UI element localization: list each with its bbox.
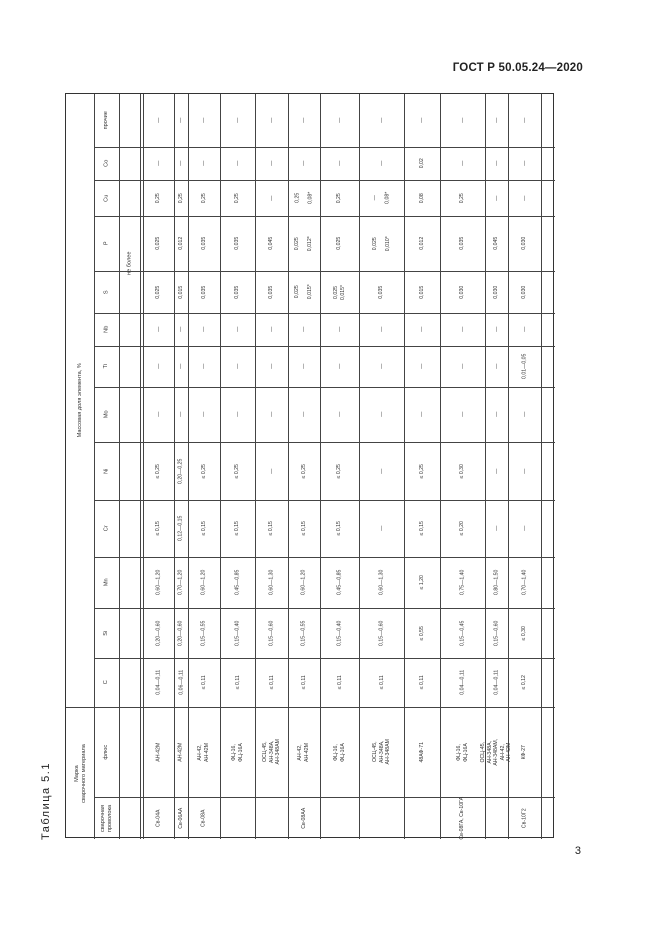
cell-row4-Mo: — (268, 411, 275, 418)
cell-row8-Mo: — (418, 411, 425, 418)
header-element-10: Cu (103, 194, 110, 202)
cell-row4-C: ≤ 0,11 (268, 675, 275, 690)
cell-row1-Mn: 0,70—1,20 (177, 569, 184, 596)
cell-row3-wire (220, 797, 255, 839)
cell-row0-S: 0,025 (155, 285, 162, 299)
cell-row11-S: 0,030 (521, 285, 528, 299)
cell-row8-wire (404, 797, 440, 839)
cell-row5-flux: АН-42, АН-42М (297, 742, 310, 762)
cell-row3-Ni: ≤ 0,25 (234, 463, 241, 479)
header-marka: Марка сварочного материала (73, 743, 86, 803)
cell-row11-Ni: — (521, 468, 528, 474)
cell-row5-Mn: 0,60—1,20 (300, 569, 307, 596)
cell-row9-P: 0,035 (459, 237, 466, 250)
page-number: 3 (574, 845, 581, 857)
cell-row4-Mn: 0,60—1,30 (268, 569, 275, 596)
cell-row10-C: 0,04—0,11 (493, 670, 500, 695)
header-element-7: Nb (103, 325, 110, 334)
cell-row2-Cr: ≤ 0,15 (200, 521, 207, 536)
cell-row11-Ti: 0,01—0,05 (521, 353, 528, 380)
cell-row6-other: — (336, 117, 343, 124)
cell-row11-Mo: — (521, 411, 528, 418)
cell-row5-Cr: ≤ 0,15 (300, 521, 307, 536)
cell-row0-Ni: ≤ 0,25 (155, 463, 162, 479)
cell-row5-C: ≤ 0,11 (300, 675, 307, 690)
cell-row5-Cu: 0,25 0,08* (294, 191, 314, 205)
cell-row0-Co: — (155, 160, 162, 167)
cell-row9-other: — (459, 117, 466, 124)
cell-row3-Mn: 0,45—0,85 (234, 569, 241, 596)
cell-row2-wire: Св-08А (200, 809, 207, 827)
cell-row8-Nb: — (418, 326, 425, 333)
cell-row4-Cu: — (268, 195, 275, 201)
cell-row4-other: — (268, 117, 275, 124)
cell-row9-wire: Св-08ГА, Св-10ГА (459, 796, 466, 840)
cell-row4-Nb: — (268, 326, 275, 333)
cell-row2-C: ≤ 0,11 (200, 675, 207, 690)
cell-row6-wire (320, 797, 359, 839)
cell-row3-other: — (234, 117, 241, 124)
cell-row8-Co: 0,02 (418, 158, 425, 169)
cell-row8-Si: ≤ 0,55 (418, 625, 425, 641)
cell-row1-Mo: — (177, 411, 184, 418)
cell-row2-Cu: 0,25 (200, 192, 207, 204)
cell-row5-Ti: — (300, 363, 307, 370)
cell-row11-Nb: — (521, 326, 528, 333)
cell-row5-P: 0,025 0,012* (294, 235, 314, 252)
cell-row11-Cr: — (521, 525, 528, 532)
cell-row7-Ti: — (378, 363, 385, 370)
cell-row10-Cr: — (493, 525, 500, 532)
cell-row0-wire: Св-04А (155, 809, 162, 827)
cell-row9-Ni: ≤ 0,30 (459, 463, 466, 479)
cell-row7-Mo: — (378, 411, 385, 418)
cell-row2-Co: — (200, 160, 207, 167)
cell-row6-Ti: — (336, 363, 343, 370)
cell-row6-Si: 0,15—0,40 (336, 620, 343, 646)
cell-row3-P: 0,035 (234, 237, 241, 250)
cell-row7-P: 0,025 0,010* (371, 235, 391, 252)
cell-row0-Mn: 0,60—1,20 (155, 569, 162, 596)
cell-row6-P: 0,025 (336, 237, 343, 250)
cell-row1-wire: Св-06АА (177, 807, 184, 829)
cell-row7-Nb: — (378, 326, 385, 333)
cell-row0-P: 0,025 (155, 237, 162, 250)
cell-row9-C: 0,04—0,11 (459, 670, 466, 695)
cell-row10-Mo: — (493, 411, 500, 418)
cell-row0-Cu: 0,25 (155, 192, 162, 204)
cell-row10-Cu: — (493, 195, 500, 201)
cell-row10-other: — (493, 117, 500, 124)
header-element-12: прочие (103, 111, 110, 130)
cell-row9-Cr: ≤ 0,20 (459, 521, 466, 536)
cell-row2-other: — (200, 117, 207, 124)
cell-row5-Co: — (300, 160, 307, 167)
header-element-0: C (103, 680, 110, 685)
cell-row1-other: — (177, 117, 184, 124)
cell-row1-Ni: 0,20—0,25 (177, 458, 184, 484)
cell-row8-P: 0,012 (418, 237, 425, 250)
table-title: Таблица 5.1 (40, 762, 52, 840)
cell-row5-S: 0,025 0,015* (294, 284, 314, 300)
cell-row3-S: 0,035 (234, 285, 241, 299)
cell-row10-Si: 0,15—0,60 (493, 620, 500, 646)
cell-row1-Ti: — (177, 363, 184, 370)
cell-row11-Si: ≤ 0,30 (521, 625, 528, 641)
cell-row3-Si: 0,15—0,40 (234, 620, 241, 646)
cell-row4-wire (255, 797, 288, 839)
cell-row1-P: 0,012 (177, 237, 184, 250)
header-element-6: Ti (103, 364, 110, 369)
cell-row4-Cr: ≤ 0,15 (268, 521, 275, 536)
header-element-9: P (103, 241, 110, 246)
cell-row0-Mo: — (155, 411, 162, 418)
cell-row1-S: 0,015 (177, 285, 184, 299)
cell-row3-Mo: — (234, 411, 241, 418)
cell-row5-Ni: ≤ 0,25 (300, 463, 307, 479)
cell-row11-P: 0,030 (521, 237, 528, 250)
cell-row5-Mo: — (300, 411, 307, 418)
cell-row10-Co: — (493, 160, 500, 167)
cell-row6-Mo: — (336, 411, 343, 418)
cell-row0-Nb: — (155, 326, 162, 333)
cell-row9-flux: ФЦ-16, ФЦ-16А (456, 742, 469, 762)
cell-row9-Cu: 0,25 (459, 192, 466, 204)
cell-row0-C: 0,04—0,11 (155, 670, 162, 695)
cell-row5-Si: 0,15—0,55 (300, 620, 307, 646)
cell-row6-S: 0,025 0,015* (332, 284, 346, 300)
cell-row7-Mn: 0,60—1,30 (378, 569, 385, 596)
cell-row11-wire: Св-10Г2 (521, 808, 528, 828)
header-element-1: Si (103, 630, 110, 636)
cell-row9-Nb: — (459, 326, 466, 333)
header-wire: сварочная проволока (100, 804, 113, 832)
cell-row5-Nb: — (300, 326, 307, 333)
cell-row0-flux: АН-42М (155, 742, 162, 762)
cell-row10-Mn: 0,80—1,50 (493, 569, 500, 596)
cell-row0-Ti: — (155, 363, 162, 370)
cell-row4-Si: 0,15—0,60 (268, 620, 275, 646)
cell-row10-Nb: — (493, 326, 500, 333)
cell-row9-Ti: — (459, 363, 466, 370)
cell-row11-Co: — (521, 160, 528, 167)
cell-row9-Si: 0,15—0,45 (459, 620, 466, 646)
cell-row2-Ti: — (200, 363, 207, 370)
header-element-2: Mn (103, 578, 110, 587)
cell-row1-Si: 0,20—0,60 (177, 620, 184, 646)
cell-row10-Ni: — (493, 468, 500, 474)
cell-row3-C: ≤ 0,11 (234, 675, 241, 690)
cell-row3-Ti: — (234, 363, 241, 370)
cell-row2-P: 0,035 (200, 237, 207, 250)
cell-row3-Co: — (234, 160, 241, 167)
cell-row2-Si: 0,15—0,55 (200, 620, 207, 646)
cell-row3-flux: ФЦ-16, ФЦ-16А (231, 742, 244, 762)
cell-row6-C: ≤ 0,11 (336, 675, 343, 690)
cell-row10-flux: ОСЦ-45, АН-348А, АН-348АМ, АН-42, АН-42М (480, 738, 513, 766)
cell-row7-flux: ОСЦ-45, АН-348А, АН-348АМ (371, 739, 391, 765)
cell-row10-P: 0,045 (493, 237, 500, 250)
header-element-11: Co (103, 159, 110, 168)
cell-row3-Nb: — (234, 326, 241, 333)
cell-row8-Cr: ≤ 0,15 (418, 521, 425, 536)
cell-row1-flux: АН-42М (177, 742, 184, 762)
cell-row10-Ti: — (493, 363, 500, 370)
cell-row2-S: 0,035 (200, 285, 207, 299)
cell-row6-Co: — (336, 160, 343, 167)
cell-row8-S: 0,015 (418, 285, 425, 299)
cell-row4-Co: — (268, 160, 275, 167)
cell-row7-Si: 0,15—0,60 (378, 620, 385, 646)
header-element-3: Cr (103, 525, 110, 532)
cell-row4-S: 0,035 (268, 285, 275, 299)
cell-row6-Ni: ≤ 0,25 (336, 463, 343, 479)
cell-row6-Cr: ≤ 0,15 (336, 521, 343, 536)
cell-row9-S: 0,030 (459, 285, 466, 299)
header-flux: флюс (103, 744, 110, 760)
cell-row8-other: — (418, 117, 425, 124)
cell-row0-Cr: ≤ 0,15 (155, 521, 162, 536)
header-element-5: Mo (103, 410, 110, 419)
cell-row0-Si: 0,20—0,60 (155, 620, 162, 646)
cell-row7-S: 0,035 (378, 285, 385, 299)
cell-row4-Ti: — (268, 363, 275, 370)
cell-row6-Cu: 0,25 (336, 192, 343, 204)
header-element-8: S (103, 290, 110, 294)
cell-row1-Cr: 0,12—0,15 (177, 515, 184, 542)
cell-row10-wire (485, 797, 508, 839)
cell-row0-other: — (155, 117, 162, 124)
cell-row9-Mo: — (459, 411, 466, 418)
cell-row11-Cu: — (521, 195, 528, 201)
cell-row8-Cu: 0,08 (418, 192, 425, 204)
cell-row10-S: 0,030 (493, 285, 500, 299)
cell-row6-Mn: 0,45—0,85 (336, 569, 343, 596)
cell-row8-C: ≤ 0,11 (418, 675, 425, 690)
cell-row7-wire (359, 797, 404, 839)
cell-row11-other: — (521, 117, 528, 124)
cell-row8-Ti: — (418, 363, 425, 370)
cell-row5-other: — (300, 117, 307, 124)
cell-row7-Co: — (378, 160, 385, 167)
cell-row4-P: 0,045 (268, 237, 275, 250)
cell-row6-flux: ФЦ-16, ФЦ-16А (333, 742, 346, 762)
header-not-more: не более (126, 251, 133, 275)
cell-row11-flux: КФ-27 (521, 744, 528, 760)
cell-row1-Nb: — (177, 326, 184, 333)
cell-row3-Cu: 0,25 (234, 192, 241, 204)
cell-row5-wire: Св-08АА (300, 807, 307, 829)
cell-row2-Mn: 0,60—1,20 (200, 569, 207, 596)
cell-row7-C: ≤ 0,11 (378, 675, 385, 690)
cell-row7-Cr: — (378, 525, 385, 532)
cell-row8-Ni: ≤ 0,25 (418, 463, 425, 479)
cell-row9-Co: — (459, 160, 466, 167)
cell-row9-Mn: 0,75—1,40 (459, 569, 466, 596)
cell-row2-Ni: ≤ 0,25 (200, 463, 207, 479)
cell-row2-flux: АН-42, АН-42М (197, 742, 210, 762)
cell-row7-Ni: — (378, 468, 385, 474)
header-element-4: Ni (103, 468, 110, 474)
cell-row1-Cu: 0,25 (177, 192, 184, 204)
document-code: ГОСТ Р 50.05.24—2020 (452, 62, 583, 74)
cell-row11-C: ≤ 0,12 (521, 675, 528, 690)
cell-row8-flux: 48АФ-71 (418, 741, 425, 763)
cell-row3-Cr: ≤ 0,15 (234, 521, 241, 536)
cell-row2-Nb: — (200, 326, 207, 333)
cell-row8-Mn: ≤ 1,20 (418, 575, 425, 590)
cell-row2-Mo: — (200, 411, 207, 418)
cell-row1-C: 0,06—0,11 (177, 670, 184, 695)
cell-row7-other: — (378, 117, 385, 124)
chemical-composition-table (65, 93, 554, 838)
cell-row4-flux: ОСЦ-45, АН-348А, АН-348АМ (261, 739, 281, 765)
cell-row7-Cu: — 0,08* (371, 191, 391, 205)
cell-row6-Nb: — (336, 326, 343, 333)
cell-row11-Mn: 0,70—1,40 (521, 569, 528, 596)
cell-row4-Ni: — (268, 468, 275, 474)
header-mass-fraction: Массовая доля элемента, % (76, 363, 83, 438)
cell-row1-Co: — (177, 160, 184, 167)
